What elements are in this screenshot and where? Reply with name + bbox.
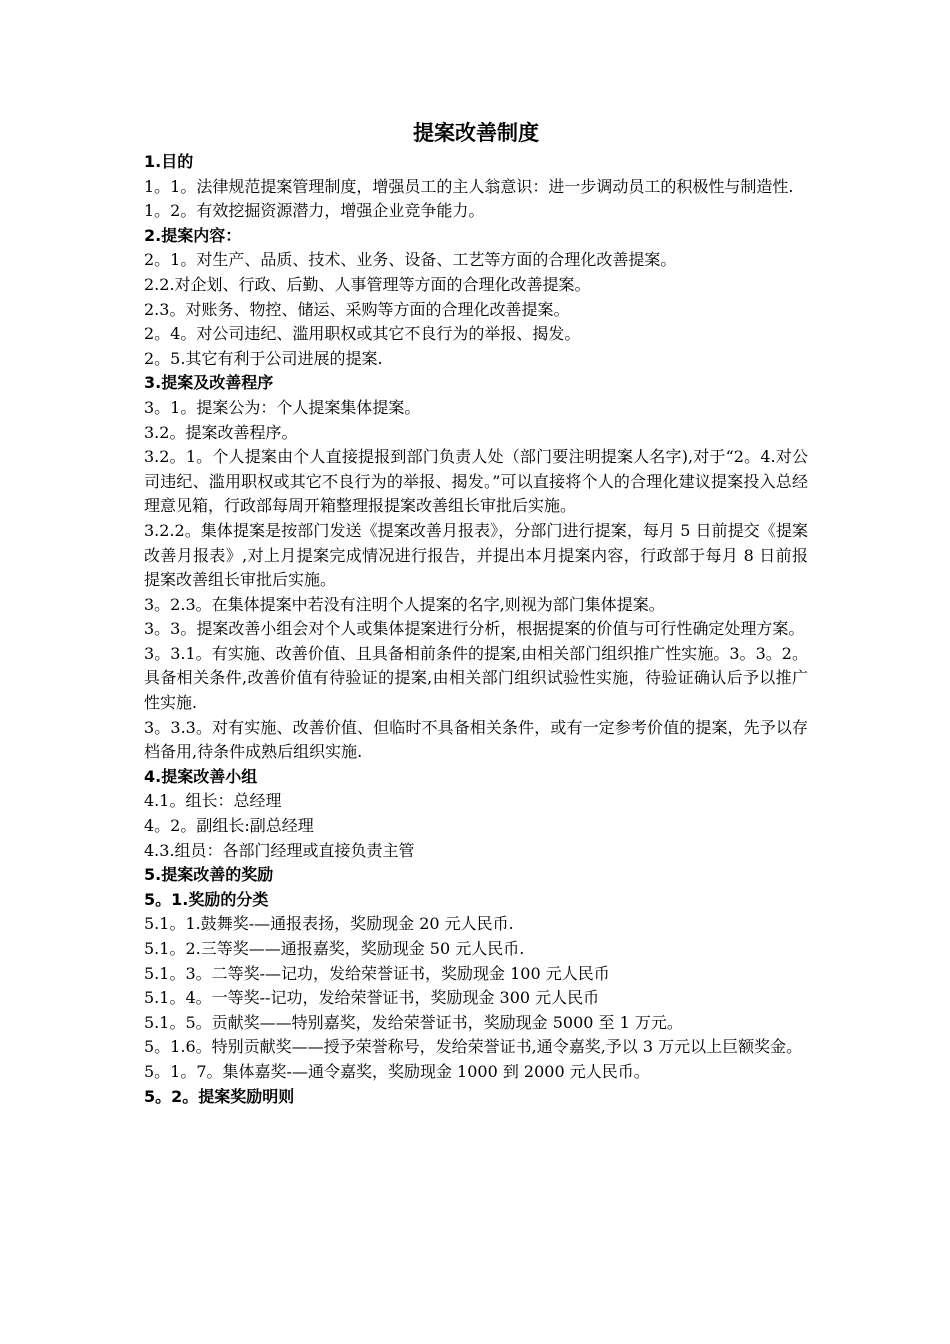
paragraph: 5.1。3。二等奖-—记功，发给荣誉证书，奖励现金 100 元人民币 bbox=[144, 963, 610, 983]
section-heading-team: 4.提案改善小组 bbox=[144, 766, 258, 786]
paragraph: 2.2.对企划、行政、后勤、人事管理等方面的合理化改善提案。 bbox=[144, 274, 591, 294]
document-title: 提案改善制度 bbox=[413, 121, 539, 145]
paragraph: 1。2。有效挖掘资源潜力，增强企业竞争能力。 bbox=[144, 201, 485, 221]
subsection-heading-reward-types: 5。1.奖励的分类 bbox=[144, 889, 269, 909]
paragraph: 3。3.3。对有实施、改善价值、但临时不具备相关条件，或有一定参考价值的提案，先予以存档备用,待条件成熟后组织实施. bbox=[144, 717, 808, 762]
paragraph: 1。1。法律规范提案管理制度，增强员工的主人翁意识：进一步调动员工的积极性与制造性. bbox=[144, 176, 794, 196]
paragraph: 3.2。提案改善程序。 bbox=[144, 422, 298, 442]
paragraph: 4.3.组员：各部门经理或直接负责主管 bbox=[144, 840, 415, 860]
paragraph: 3.2。1。个人提案由个人直接提报到部门负责人处（部门要注明提案人名字),对于“2。4.对公司违纪、滥用职权或其它不良行为的举报、揭发。”可以直接将个人的合理化建议提案投入总经理意见箱，行政部每周开箱整理报提案改善组长审批后实施。 bbox=[144, 447, 808, 516]
subsection-heading-reward-rules: 5。2。提案奖励明则 bbox=[144, 1086, 295, 1106]
paragraph: 5。1.6。特别贡献奖——授予荣誉称号，发给荣誉证书,通令嘉奖,予以 3 万元以上巨额奖金。 bbox=[144, 1037, 803, 1057]
paragraph: 2。4。对公司违纪、滥用职权或其它不良行为的举报、揭发。 bbox=[144, 324, 581, 344]
paragraph: 3。3.1。有实施、改善价值、且具备相前条件的提案,由相关部门组织推广性实施。3。3。2。具备相关条件,改善价值有待验证的提案,由相关部门组织试验性实施，待验证确认后予以推广性实施. bbox=[144, 643, 808, 713]
paragraph: 3。3。提案改善小组会对个人或集体提案进行分析，根据提案的价值与可行性确定处理方案。 bbox=[144, 619, 805, 639]
paragraph: 4.1。组长：总经理 bbox=[144, 791, 282, 811]
paragraph: 5.1。4。一等奖--记功，发给荣誉证书，奖励现金 300 元人民币 bbox=[144, 988, 600, 1008]
paragraph: 5.1。5。贡献奖——特别嘉奖，发给荣誉证书，奖励现金 5000 至 1 万元。 bbox=[144, 1012, 683, 1032]
paragraph: 2。1。对生产、品质、技术、业务、设备、工艺等方面的合理化改善提案。 bbox=[144, 250, 677, 270]
section-heading-purpose: 1.目的 bbox=[144, 152, 194, 171]
paragraph: 2.3。对账务、物控、储运、采购等方面的合理化改善提案。 bbox=[144, 299, 570, 319]
paragraph: 3。1。提案公为：个人提案集体提案。 bbox=[144, 397, 421, 417]
section-heading-rewards: 5.提案改善的奖励 bbox=[144, 865, 274, 885]
paragraph: 2。5.其它有利于公司进展的提案. bbox=[144, 348, 383, 368]
paragraph: 5.1。2.三等奖——通报嘉奖，奖励现金 50 元人民币. bbox=[144, 939, 525, 958]
paragraph: 3。2.3。在集体提案中若没有注明个人提案的名字,则视为部门集体提案。 bbox=[144, 594, 665, 614]
document-page bbox=[144, 118, 808, 1109]
paragraph: 3.2.2。集体提案是按部门发送《提案改善月报表》，分部门进行提案，每月 5 日前提交《提案改善月报表》,对上月提案完成情况进行报告，并提出本月提案内容，行政部于每月 8 日前报提案改善组长审批后实施。 bbox=[144, 520, 808, 590]
section-heading-content: 2.提案内容： bbox=[144, 225, 242, 245]
paragraph: 4。2。副组长:副总经理 bbox=[144, 816, 314, 836]
paragraph: 5。1。7。集体嘉奖-—通令嘉奖，奖励现金 1000 到 2000 元人民币。 bbox=[144, 1061, 650, 1081]
paragraph: 5.1。1.鼓舞奖-—通报表扬，奖励现金 20 元人民币. bbox=[144, 914, 514, 934]
section-heading-procedure: 3.提案及改善程序 bbox=[144, 373, 274, 393]
